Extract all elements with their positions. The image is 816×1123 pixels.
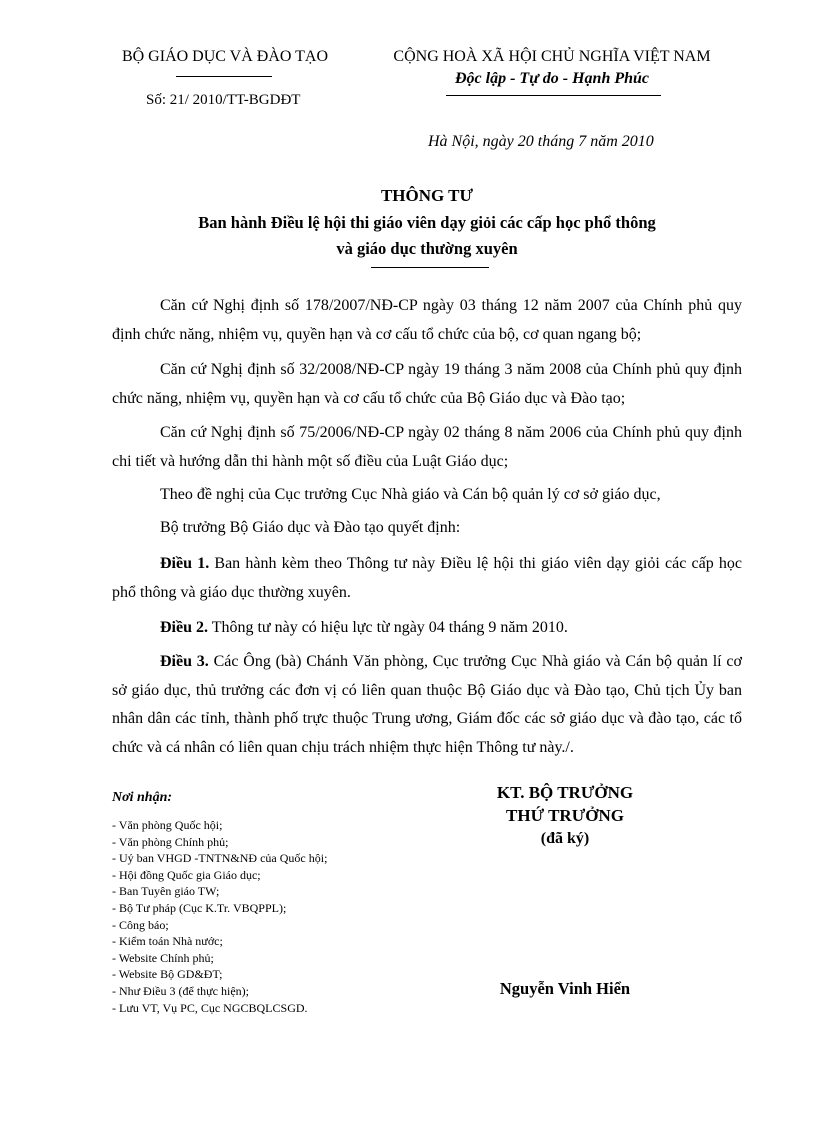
list-item: - Công báo;	[112, 917, 169, 932]
document-number: Số: 21/ 2010/TT-BGDĐT	[146, 92, 301, 108]
article-text: Thông tư này có hiệu lực từ ngày 04 tháng 9 năm 2010.	[208, 619, 568, 636]
recipients-list	[112, 817, 442, 1016]
list-item: - Văn phòng Chính phủ;	[112, 834, 229, 849]
article-2	[112, 614, 742, 643]
recipients-heading: Nơi nhận:	[112, 790, 173, 805]
motto-underline	[446, 95, 661, 96]
list-item: - Lưu VT, Vụ PC, Cục NGCBQLCSGD.	[112, 1000, 308, 1015]
preamble-paragraph	[112, 481, 742, 510]
preamble-text: Căn cứ Nghị định số 75/2006/NĐ-CP ngày 02 tháng 8 năm 2006 của Chính phủ quy định chi tiết và hướng dẫn thi hành một số điều của Luật Giáo dục;	[112, 424, 742, 470]
national-motto: Độc lập - Tự do - Hạnh Phúc	[454, 70, 650, 87]
preamble-text: Bộ trưởng Bộ Giáo dục và Đào tạo quyết định:	[160, 519, 461, 536]
article-text: Các Ông (bà) Chánh Văn phòng, Cục trưởng Cục Nhà giáo và Cán bộ quản lí cơ sở giáo dục, thủ trưởng các đơn vị có liên quan thuộc Bộ Giáo dục và Đào tạo, Chủ tịch Ủy ban nhân dân các tỉnh, thành phố trực thuộc Trung ương, Giám đốc các sở giáo dục và đào tạo, các tổ chức và cá nhân có liên quan chịu trách nhiệm thực hiện Thông tư này./.	[112, 653, 742, 756]
list-item: - Uỷ ban VHGD -TNTN&NĐ của Quốc hội;	[112, 851, 328, 866]
list-item: - Ban Tuyên giáo TW;	[112, 884, 220, 899]
list-item: - Như Điều 3 (để thực hiện);	[112, 983, 249, 998]
preamble-text: Căn cứ Nghị định số 178/2007/NĐ-CP ngày 03 tháng 12 năm 2007 của Chính phủ quy định chức năng, nhiệm vụ, quyền hạn và cơ cấu tổ chức của bộ, cơ quan ngang bộ;	[112, 297, 742, 343]
article-3	[112, 648, 742, 762]
list-item: - Bộ Tư pháp (Cục K.Tr. VBQPPL);	[112, 900, 287, 915]
signature-status: (đã ký)	[540, 830, 590, 847]
signature-position: THỨ TRƯỞNG	[506, 806, 624, 825]
article-text: Ban hành kèm theo Thông tư này Điều lệ hội thi giáo viên dạy giỏi các cấp học phổ thông và giáo dục thường xuyên.	[112, 555, 743, 601]
preamble-paragraph	[112, 356, 742, 413]
national-title: CỘNG HOÀ XÃ HỘI CHỦ NGHĨA VIỆT NAM	[393, 48, 711, 65]
preamble-text: Theo đề nghị của Cục trưởng Cục Nhà giáo và Cán bộ quản lý cơ sở giáo dục,	[160, 486, 661, 503]
article-1	[112, 550, 742, 607]
list-item: - Văn phòng Quốc hội;	[112, 818, 223, 832]
document-subject-line1: Ban hành Điều lệ hội thi giáo viên dạy giỏi các cấp học phổ thông	[198, 213, 656, 232]
preamble-paragraph	[112, 292, 742, 349]
preamble-text: Căn cứ Nghị định số 32/2008/NĐ-CP ngày 19 tháng 3 năm 2008 của Chính phủ quy định chức năng, nhiệm vụ, quyền hạn và cơ cấu tổ chức của Bộ Giáo dục và Đào tạo;	[112, 361, 742, 407]
article-label: Điều 3.	[160, 653, 209, 670]
article-label: Điều 1.	[160, 555, 210, 572]
list-item: - Website Chính phủ;	[112, 950, 214, 965]
signer-name: Nguyễn Vinh Hiển	[499, 979, 631, 998]
place-date: Hà Nội, ngày 20 tháng 7 năm 2010	[428, 133, 654, 150]
authority-underline	[176, 76, 272, 77]
list-item: - Hội đồng Quốc gia Giáo dục;	[112, 867, 261, 882]
article-label: Điều 2.	[160, 619, 208, 636]
title-underline	[371, 267, 489, 268]
document-type: THÔNG TƯ	[380, 186, 474, 205]
preamble-paragraph	[112, 419, 742, 476]
list-item: - Website Bộ GD&ĐT;	[112, 967, 223, 982]
signature-title: KT. BỘ TRƯỞNG	[496, 783, 634, 802]
issuing-authority: BỘ GIÁO DỤC VÀ ĐÀO TẠO	[121, 48, 329, 65]
document-subject-line2: và giáo dục thường xuyên	[336, 239, 518, 258]
list-item: - Kiểm toán Nhà nước;	[112, 934, 223, 949]
preamble-paragraph	[112, 514, 742, 543]
